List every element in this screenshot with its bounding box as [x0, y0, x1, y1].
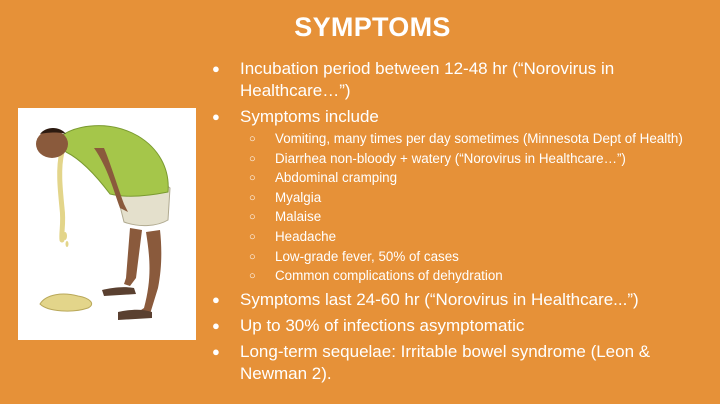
bullet-symptoms-include [212, 106, 712, 285]
sub-bullet-malaise: ○ Malaise [240, 208, 712, 226]
sub-bullet-cramping: ○ Abdominal cramping [240, 169, 712, 187]
bullet-incubation [212, 58, 712, 102]
bullet-asymptomatic [212, 315, 712, 337]
bullet-text: Up to 30% of infections asymptomatic [240, 316, 525, 336]
bullet-text: Incubation period between 12-48 hr (“Norovirus in Healthcare…”) [240, 59, 615, 100]
slide-title: SYMPTOMS [294, 12, 451, 42]
bullet-list [212, 58, 712, 389]
sub-bullet-dehydration: ○ Common complications of dehydration [240, 267, 712, 285]
sub-bullet-fever: ○ Low-grade fever, 50% of cases [240, 248, 712, 266]
bullet-sequelae [212, 341, 712, 385]
sub-bullet-myalgia: ○ Myalgia [240, 189, 712, 207]
vomiting-man-illustration [18, 108, 196, 340]
bullet-duration [212, 289, 712, 311]
bullet-text: Symptoms last 24-60 hr (“Norovirus in Healthcare...”) [240, 290, 639, 310]
sub-bullet-diarrhea: ○ Diarrhea non-bloody + watery (“Norovirus in Healthcare…”) [240, 150, 712, 168]
sub-bullet-list [240, 130, 712, 285]
bullet-text: Long-term sequelae: Irritable bowel syndrome (Leon & Newman 2). [240, 342, 651, 384]
bullet-text: Symptoms include [240, 107, 379, 126]
sub-bullet-headache: ○ Headache [240, 228, 712, 246]
sub-bullet-vomiting: ○ Vomiting, many times per day sometimes (Minnesota Dept of Health) [240, 130, 712, 148]
